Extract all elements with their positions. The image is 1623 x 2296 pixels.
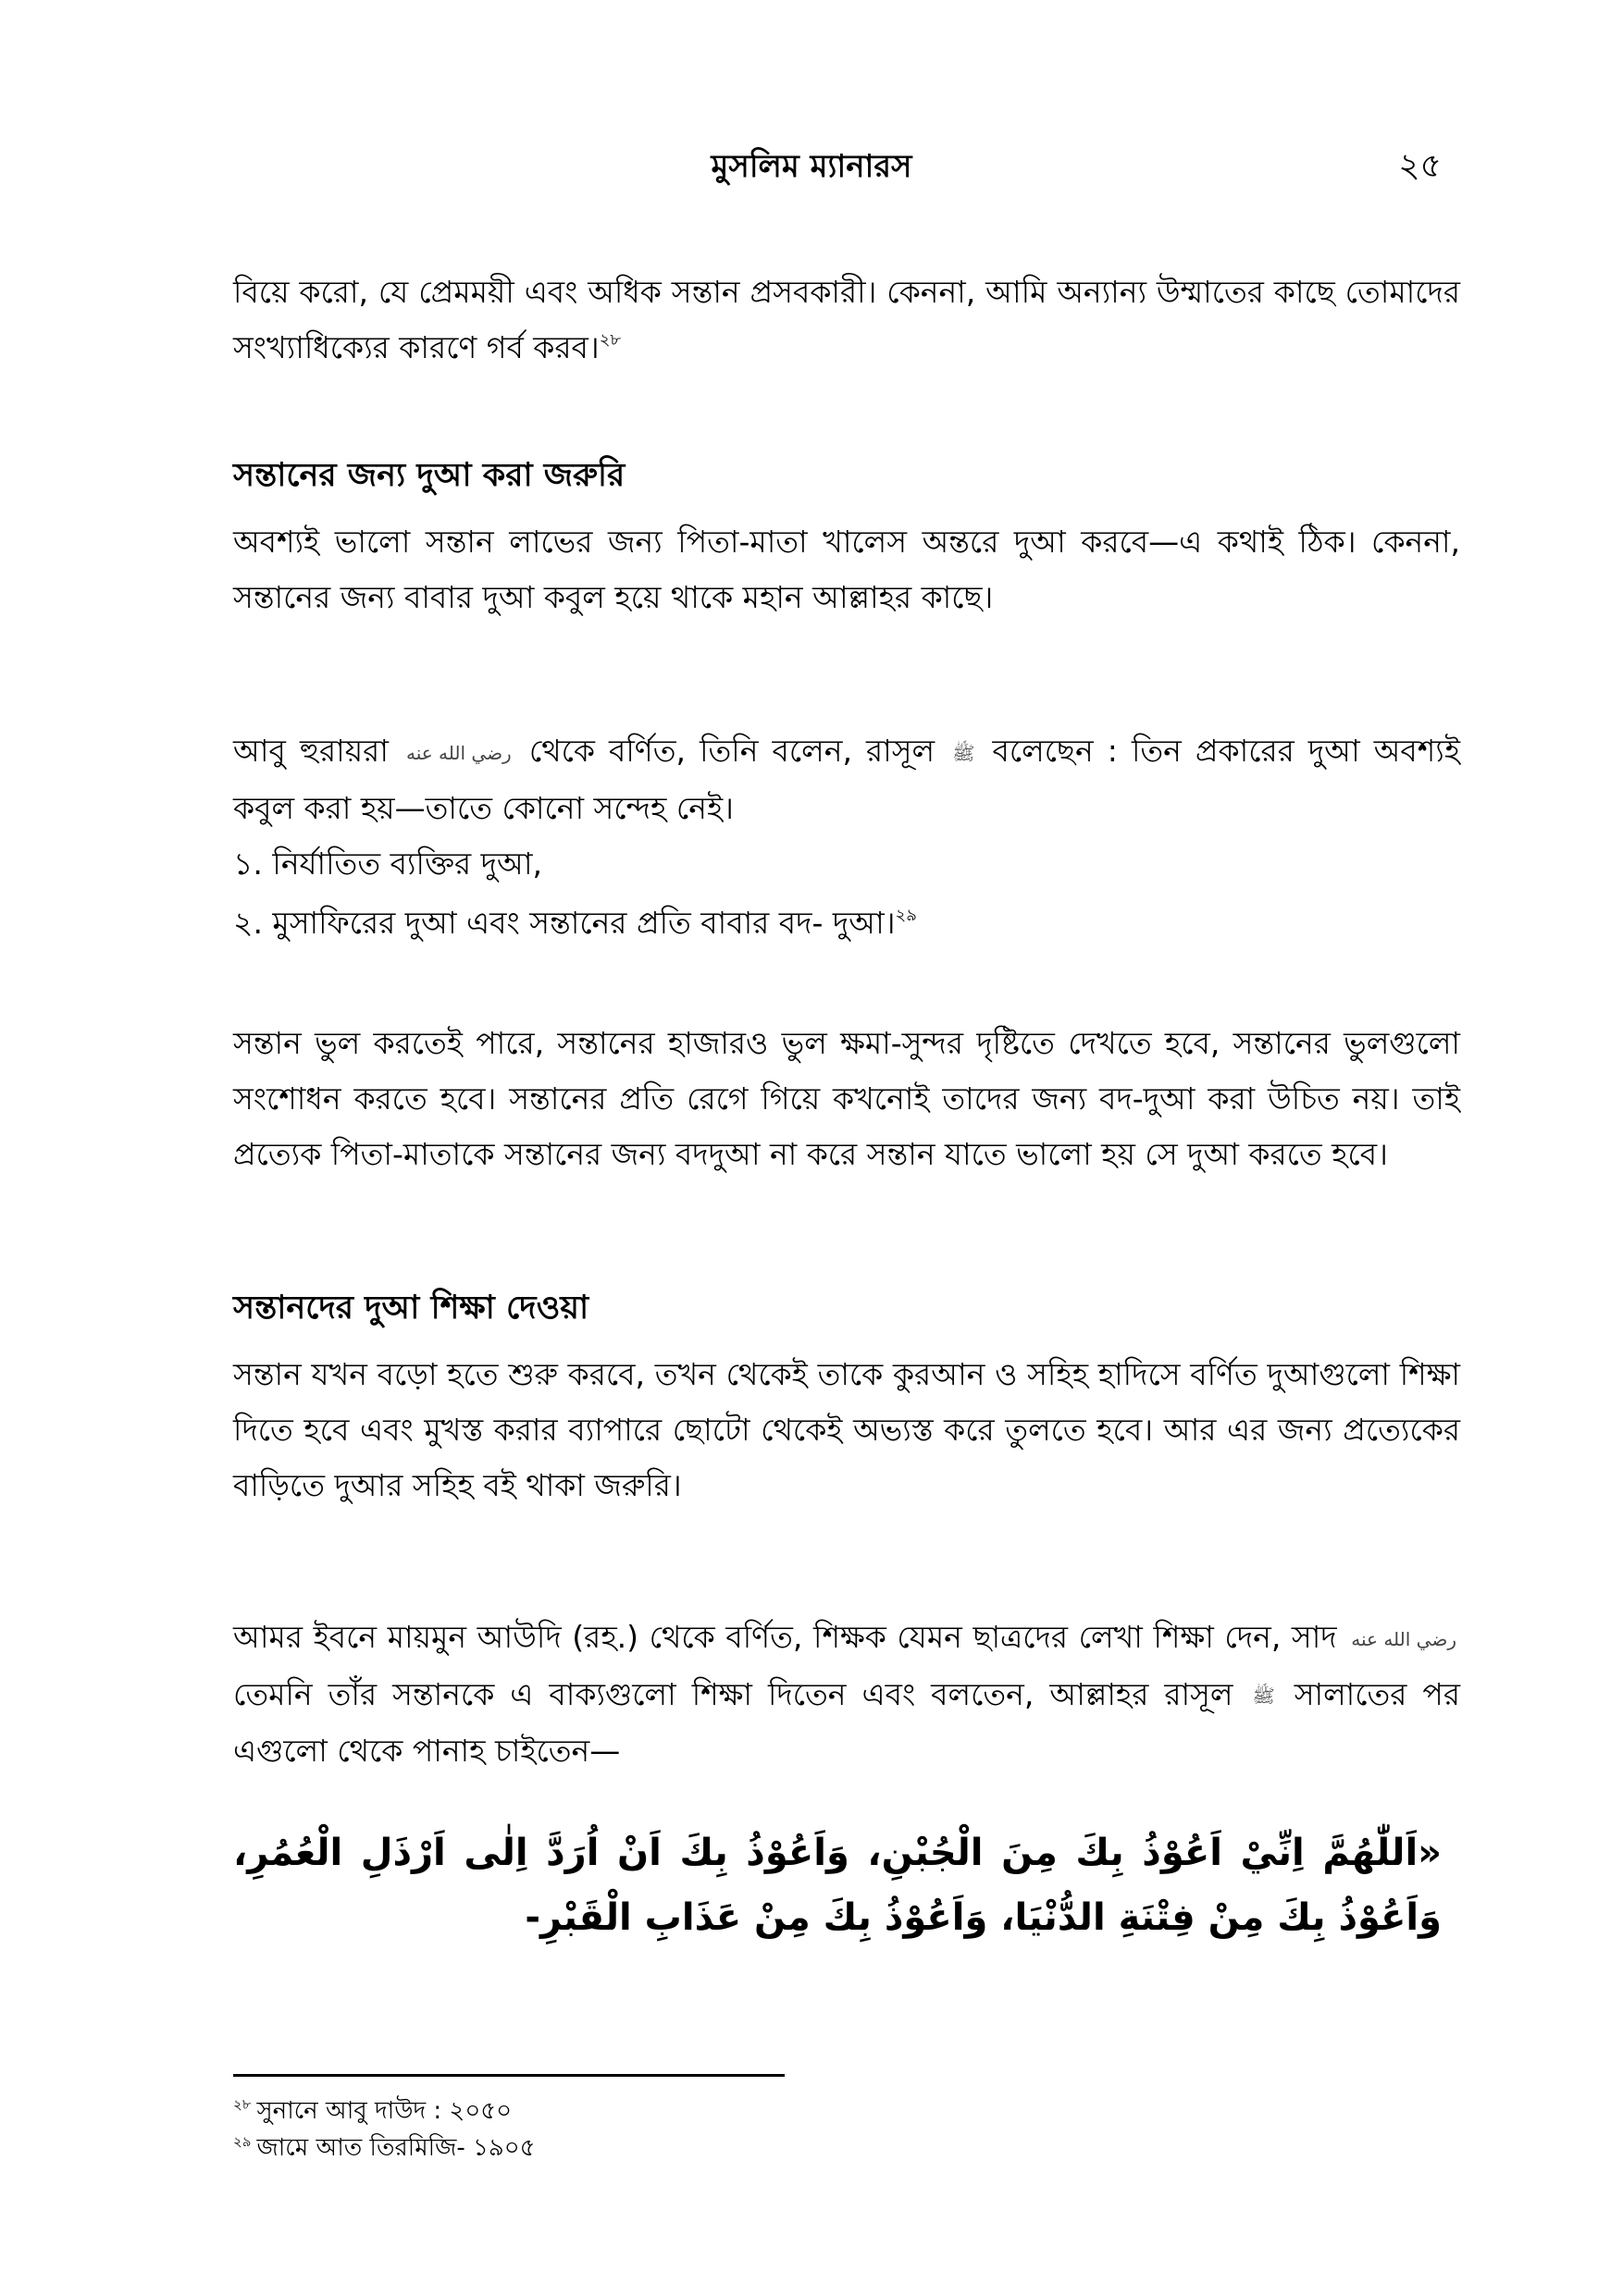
footnote-divider — [233, 2074, 785, 2077]
paragraph-6 — [233, 1610, 1460, 1779]
footnote-number: ২৮ — [233, 2096, 252, 2113]
running-header — [0, 139, 1623, 194]
narrator-name: আবু হুরায়রা — [233, 733, 389, 769]
arabic-dua: «اَللّٰهُمَّ اِنِّيْ اَعُوْذُ بِكَ مِنَ الْجُبْنِ، وَاَعُوْذُ بِكَ اَنْ اُرَدَّ اِلٰى اَرْذَلِ الْعُمُرِ، وَاَعُوْذُ بِكَ مِنْ فِتْنَةِ الدُّنْيَا، وَاَعُوْذُ بِكَ مِنْ عَذَابِ الْقَبْرِ- — [233, 1832, 1442, 1939]
salawat-icon: ﷺ — [952, 741, 975, 764]
list-item-2 — [233, 895, 1460, 951]
hadith-block — [233, 723, 1460, 951]
footnote-text: জামে আত তিরমিজি- ১৯০৫ — [256, 2134, 536, 2162]
paragraph-3-mid: থেকে বর্ণিত, তিনি বলেন, রাসূল — [528, 733, 935, 769]
page-number: ২৫ — [1398, 147, 1442, 185]
section-heading-dua-for-children: সন্তানের জন্য দুআ করা জরুরি — [233, 457, 626, 494]
footnote-ref-29[interactable]: ২৯ — [895, 905, 917, 925]
list-item-2-text: ২. মুসাফিরের দুআ এবং সন্তানের প্রতি বাবার বদ- দুআ। — [233, 904, 896, 941]
radiallahu-anhu-icon: رضي الله عنه — [406, 741, 512, 764]
paragraph-6-start: আমর ইবনে মায়মুন আউদি (রহ.) থেকে বর্ণিত, শিক্ষক যেমন ছাত্রদের লেখা শিক্ষা দেন, সাদ — [233, 1619, 1337, 1655]
paragraph-6-mid: তেমনি তাঁর সন্তানকে এ বাক্যগুলো শিক্ষা দিতেন এবং বলতেন, আল্লাহর রাসূল — [233, 1675, 1233, 1712]
paragraph-5: সন্তান যখন বড়ো হতে শুরু করবে, তখন থেকেই তাকে কুরআন ও সহিহ হাদিসে বর্ণিত দুআগুলো শিক্ষা দিতে হবে এবং মুখস্ত করার ব্যাপারে ছোটো থেকেই অভ্যস্ত করে তুলতে হবে। আর এর জন্য প্রত্যেকের বাড়িতে দুআর সহিহ বই থাকা জরুরি। — [233, 1356, 1460, 1503]
radiallahu-anhu-icon: رضي الله عنه — [1351, 1627, 1456, 1650]
footnote-text: সুনানে আবু দাউদ : ২০৫০ — [256, 2097, 513, 2125]
running-title: মুসলিম ম্যানারস — [711, 148, 912, 185]
footnote-29 — [233, 2129, 1066, 2166]
footnotes — [233, 2092, 1066, 2166]
paragraph-6-block — [233, 1610, 1460, 1779]
salawat-icon: ﷺ — [1252, 1685, 1275, 1707]
paragraph-4-block — [233, 1016, 1460, 1182]
paragraph-3-end: বলেছেন : তিন প্রকারের দুআ অবশ্যই কবুল করা হয়—তাতে কোনো সন্দেহ নেই। — [233, 733, 1460, 826]
paragraph-6-end: সালাতের পর এগুলো থেকে পানাহ চাইতেন— — [233, 1675, 1460, 1769]
arabic-dua-block — [233, 1821, 1460, 1950]
paragraph-2: অবশ্যই ভালো সন্তান লাভের জন্য পিতা-মাতা খালেস অন্তরে দুআ করবে—এ কথাই ঠিক। কেননা, সন্তানের জন্য বাবার দুআ কবুল হয়ে থাকে মহান আল্লাহর কাছে। — [233, 524, 1460, 615]
list-item-1: ১. নির্যাতিত ব্যক্তির দুআ, — [233, 845, 542, 882]
footnote-number: ২৯ — [233, 2133, 252, 2150]
section-1 — [233, 448, 1460, 625]
footnote-ref-28[interactable]: ২৮ — [599, 330, 622, 350]
paragraph-continued — [233, 265, 1460, 376]
section-2 — [233, 1280, 1460, 1513]
paragraph-3 — [233, 723, 1460, 836]
footnote-28 — [233, 2092, 1066, 2129]
paragraph-4: সন্তান ভুল করতেই পারে, সন্তানের হাজারও ভুল ক্ষমা-সুন্দর দৃষ্টিতে দেখতে হবে, সন্তানের ভুলগুলো সংশোধন করতে হবে। সন্তানের প্রতি রেগে গিয়ে কখনোই তাদের জন্য বদ-দুআ করা উচিত নয়। তাই প্রত্যেক পিতা-মাতাকে সন্তানের জন্য বদদুআ না করে সন্তান যাতে ভালো হয় সে দুআ করতে হবে। — [233, 1025, 1460, 1172]
paragraph-1 — [233, 265, 1460, 376]
section-heading-teaching-dua: সন্তানদের দুআ শিক্ষা দেওয়া — [233, 1290, 589, 1327]
paragraph-1-text: বিয়ে করো, যে প্রেমময়ী এবং অধিক সন্তান প্রসবকারী। কেননা, আমি অন্যান্য উম্মাতের কাছে তোমাদের সংখ্যাধিক্যের কারণে গর্ব করব। — [233, 274, 1460, 365]
